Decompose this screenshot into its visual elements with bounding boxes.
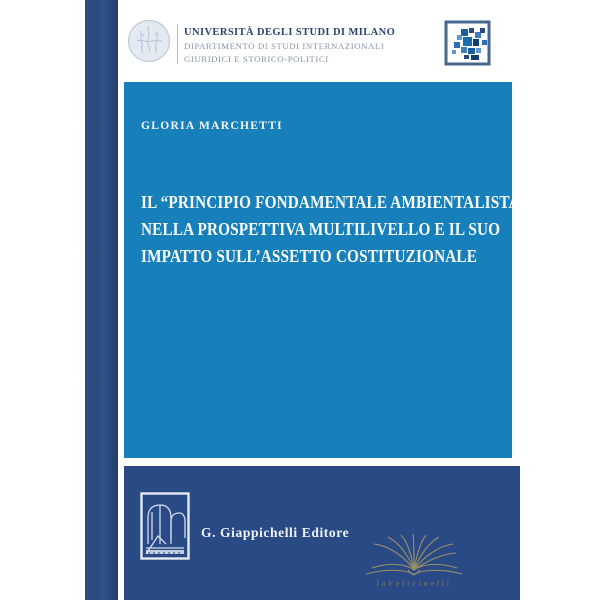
department-mosaic-logo-icon [444, 20, 491, 66]
university-seal-icon [127, 19, 171, 63]
book-cover [124, 0, 528, 600]
cover-footer [124, 466, 520, 600]
watermark-label: laFeltrinelli [376, 578, 452, 588]
giappichelli-arch-emblem-icon [140, 492, 190, 560]
cover-header [124, 0, 512, 82]
publisher-name: G. Giappichelli Editore [201, 525, 350, 540]
author-name: GLORIA MARCHETTI [141, 120, 283, 132]
book-spine [85, 0, 118, 600]
university-text-block [184, 26, 395, 65]
book-title [141, 189, 585, 270]
title-line-1: IL “PRINCIPIO FONDAMENTALE AMBIENTALISTA” [141, 192, 528, 212]
cover-body [124, 82, 528, 458]
feltrinelli-watermark [356, 534, 472, 598]
title-line-2: NELLA PROSPETTIVA MULTILIVELLO E IL SUO [141, 219, 501, 239]
department-line-1: DIPARTIMENTO DI STUDI INTERNAZIONALI [184, 41, 385, 51]
open-book-icon [356, 534, 472, 582]
department-line-2: GIURIDICI E STORICO-POLITICI [184, 54, 329, 64]
title-line-3: IMPATTO SULL’ASSETTO COSTITUZIONALE [141, 246, 478, 266]
university-name: UNIVERSITÀ DEGLI STUDI DI MILANO [184, 27, 396, 38]
band-separator [124, 458, 520, 466]
header-divider [177, 24, 178, 64]
